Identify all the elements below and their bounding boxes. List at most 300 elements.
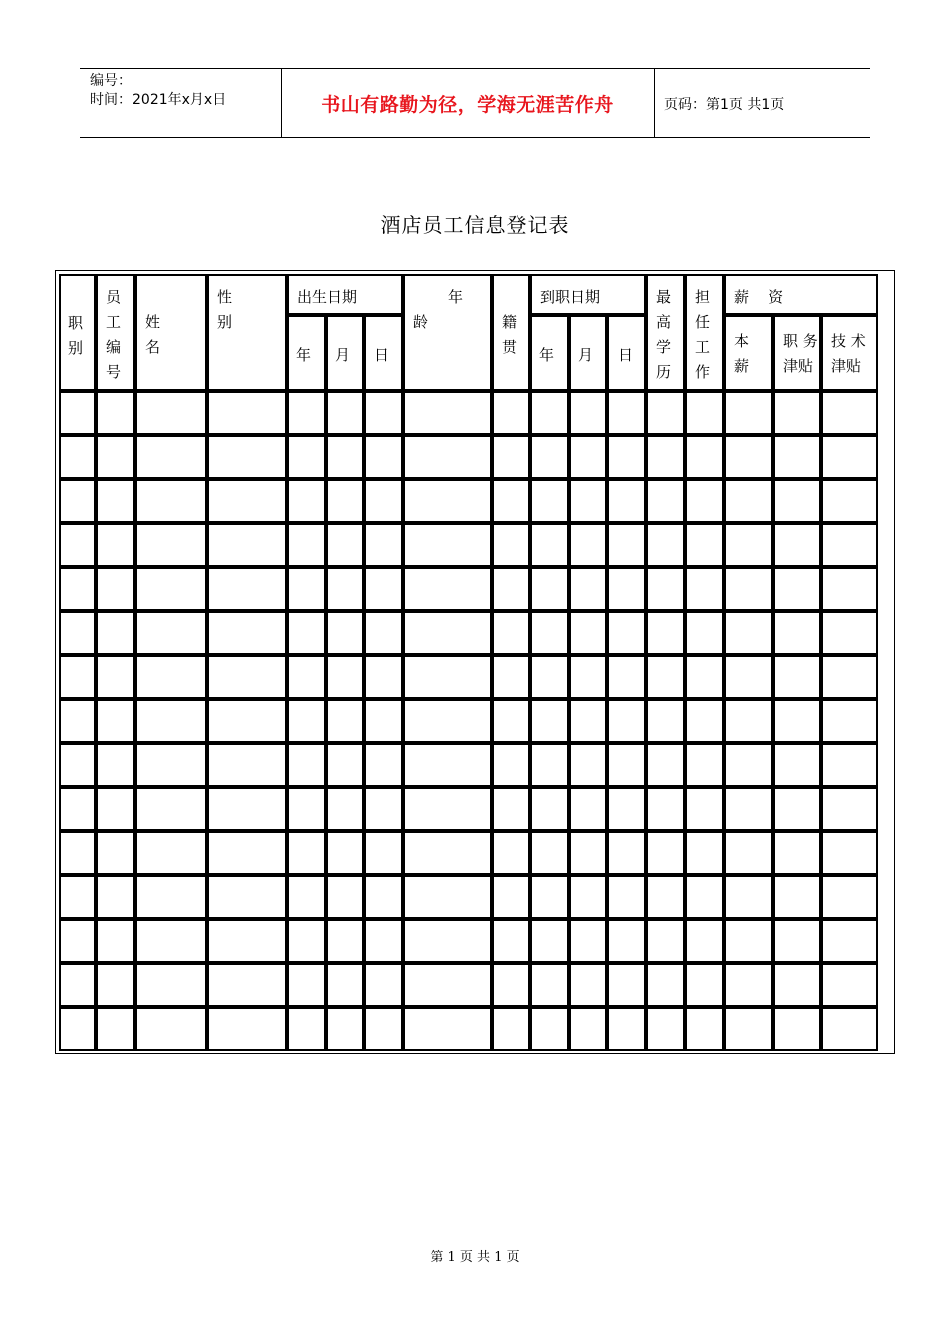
table-cell[interactable] (607, 1007, 646, 1051)
table-cell[interactable] (326, 1007, 364, 1051)
table-cell[interactable] (530, 787, 569, 831)
table-cell[interactable] (821, 699, 878, 743)
header-cell-assigned-work (685, 274, 724, 391)
header-cell-tech-allowance (821, 315, 878, 391)
table-cell[interactable] (403, 743, 492, 787)
header-label-base-salary: 本 薪 (734, 332, 750, 375)
table-cell[interactable] (96, 699, 135, 743)
table-cell[interactable] (685, 875, 724, 919)
table-cell[interactable] (685, 479, 724, 523)
table-cell[interactable] (492, 611, 530, 655)
header-cell-hire-day (607, 315, 646, 391)
table-cell[interactable] (492, 567, 530, 611)
table-cell[interactable] (364, 435, 403, 479)
table-cell[interactable] (821, 611, 878, 655)
table-cell[interactable] (724, 699, 773, 743)
table-cell[interactable] (685, 787, 724, 831)
table-cell[interactable] (59, 567, 96, 611)
table-cell[interactable] (207, 655, 287, 699)
table-cell[interactable] (96, 919, 135, 963)
table-cell[interactable] (403, 611, 492, 655)
table-cell[interactable] (59, 611, 96, 655)
table-cell[interactable] (96, 523, 135, 567)
table-cell[interactable] (403, 1007, 492, 1051)
table-cell[interactable] (96, 435, 135, 479)
table-cell[interactable] (607, 743, 646, 787)
table-cell[interactable] (607, 611, 646, 655)
table-cell[interactable] (326, 435, 364, 479)
table-cell[interactable] (287, 523, 326, 567)
header-cell-position (59, 274, 96, 391)
table-cell[interactable] (403, 875, 492, 919)
table-cell[interactable] (135, 875, 207, 919)
page-number-label: 页码：第1页 共1页 (664, 97, 785, 113)
table-cell[interactable] (207, 787, 287, 831)
table-cell[interactable] (773, 963, 821, 1007)
table-cell[interactable] (287, 435, 326, 479)
table-cell[interactable] (773, 919, 821, 963)
table-cell[interactable] (364, 875, 403, 919)
table-cell[interactable] (569, 435, 607, 479)
table-cell[interactable] (646, 435, 685, 479)
table-cell[interactable] (135, 787, 207, 831)
header-cell-age (403, 274, 492, 391)
table-cell[interactable] (207, 919, 287, 963)
table-cell[interactable] (364, 1007, 403, 1051)
table-cell[interactable] (724, 567, 773, 611)
table-cell[interactable] (326, 655, 364, 699)
table-cell[interactable] (403, 523, 492, 567)
table-cell[interactable] (492, 831, 530, 875)
table-cell[interactable] (287, 787, 326, 831)
table-cell[interactable] (821, 523, 878, 567)
table-cell[interactable] (135, 391, 207, 435)
table-cell[interactable] (364, 523, 403, 567)
table-cell[interactable] (569, 523, 607, 567)
table-cell[interactable] (646, 919, 685, 963)
table-cell[interactable] (821, 743, 878, 787)
header-label-age: 年 龄 (413, 288, 464, 331)
table-cell[interactable] (569, 567, 607, 611)
table-cell[interactable] (685, 831, 724, 875)
table-cell[interactable] (685, 699, 724, 743)
table-cell[interactable] (773, 1007, 821, 1051)
header-cell-hire-year (530, 315, 569, 391)
table-cell[interactable] (207, 567, 287, 611)
table-cell[interactable] (364, 611, 403, 655)
table-cell[interactable] (135, 479, 207, 523)
table-cell[interactable] (646, 875, 685, 919)
page-footer: 第 1 页 共 1 页 (430, 1250, 520, 1265)
table-cell[interactable] (607, 787, 646, 831)
header-label-name: 姓 名 (145, 313, 161, 356)
table-cell[interactable] (569, 391, 607, 435)
table-cell[interactable] (607, 567, 646, 611)
table-cell[interactable] (569, 787, 607, 831)
table-cell[interactable] (773, 831, 821, 875)
table-cell[interactable] (773, 391, 821, 435)
header-label-gender: 性 别 (217, 288, 233, 331)
table-cell[interactable] (530, 567, 569, 611)
header-cell-birth-year (287, 315, 326, 391)
header-cell-birth-date (287, 274, 403, 315)
table-cell[interactable] (492, 435, 530, 479)
table-cell[interactable] (492, 655, 530, 699)
table-cell[interactable] (59, 699, 96, 743)
table-cell[interactable] (135, 435, 207, 479)
table-cell[interactable] (530, 743, 569, 787)
table-cell[interactable] (59, 743, 96, 787)
table-cell[interactable] (821, 875, 878, 919)
table-cell[interactable] (646, 743, 685, 787)
header-label-birth-year: 年 (296, 346, 312, 364)
table-cell[interactable] (607, 831, 646, 875)
table-cell[interactable] (773, 567, 821, 611)
table-cell[interactable] (403, 831, 492, 875)
header-label-hire-year: 年 (539, 346, 555, 364)
table-cell[interactable] (569, 655, 607, 699)
table-cell[interactable] (326, 743, 364, 787)
table-cell[interactable] (646, 963, 685, 1007)
header-cell-birth-day (364, 315, 403, 391)
header-label-position: 职 别 (68, 314, 84, 357)
table-cell[interactable] (821, 919, 878, 963)
table-cell[interactable] (207, 875, 287, 919)
table-cell[interactable] (364, 391, 403, 435)
table-cell[interactable] (96, 831, 135, 875)
table-cell[interactable] (685, 391, 724, 435)
table-cell[interactable] (724, 875, 773, 919)
header-label-education: 最 高 学 历 (656, 288, 672, 381)
header-cell-birth-month (326, 315, 364, 391)
table-cell[interactable] (135, 699, 207, 743)
table-cell[interactable] (59, 831, 96, 875)
table-cell[interactable] (135, 963, 207, 1007)
header-label-assigned-work: 担 任 工 作 (695, 288, 711, 381)
table-cell[interactable] (569, 963, 607, 1007)
table-cell[interactable] (287, 875, 326, 919)
table-cell[interactable] (821, 655, 878, 699)
table-cell[interactable] (364, 567, 403, 611)
table-cell[interactable] (207, 611, 287, 655)
table-cell[interactable] (135, 655, 207, 699)
table-cell[interactable] (773, 611, 821, 655)
table-cell[interactable] (135, 831, 207, 875)
table-cell[interactable] (607, 963, 646, 1007)
table-cell[interactable] (326, 567, 364, 611)
table-cell[interactable] (724, 831, 773, 875)
form-title: 酒店员工信息登记表 (380, 213, 570, 237)
table-cell[interactable] (364, 743, 403, 787)
table-cell[interactable] (685, 743, 724, 787)
table-cell[interactable] (646, 787, 685, 831)
table-cell[interactable] (287, 479, 326, 523)
table-cell[interactable] (685, 523, 724, 567)
table-cell[interactable] (569, 743, 607, 787)
table-cell[interactable] (207, 1007, 287, 1051)
table-cell[interactable] (492, 1007, 530, 1051)
table-cell[interactable] (569, 831, 607, 875)
table-cell[interactable] (530, 699, 569, 743)
table-cell[interactable] (607, 875, 646, 919)
table-cell[interactable] (646, 1007, 685, 1051)
table-cell[interactable] (685, 963, 724, 1007)
table-cell[interactable] (59, 523, 96, 567)
table-cell[interactable] (287, 655, 326, 699)
table-cell[interactable] (326, 831, 364, 875)
table-cell[interactable] (821, 831, 878, 875)
table-cell[interactable] (207, 523, 287, 567)
table-cell[interactable] (287, 743, 326, 787)
table-cell[interactable] (530, 479, 569, 523)
table-cell[interactable] (821, 435, 878, 479)
table-cell[interactable] (530, 831, 569, 875)
table-cell[interactable] (59, 875, 96, 919)
table-cell[interactable] (773, 787, 821, 831)
table-cell[interactable] (492, 479, 530, 523)
table-cell[interactable] (821, 391, 878, 435)
table-cell[interactable] (646, 567, 685, 611)
header-cell-hire-month (569, 315, 607, 391)
table-cell[interactable] (773, 699, 821, 743)
table-cell[interactable] (59, 435, 96, 479)
table-cell[interactable] (59, 1007, 96, 1051)
table-cell[interactable] (530, 655, 569, 699)
table-cell[interactable] (207, 699, 287, 743)
table-cell[interactable] (492, 963, 530, 1007)
table-cell[interactable] (96, 567, 135, 611)
table-cell[interactable] (403, 391, 492, 435)
table-cell[interactable] (287, 831, 326, 875)
header-label-birth-day: 日 (374, 346, 390, 364)
table-cell[interactable] (135, 743, 207, 787)
table-cell[interactable] (569, 875, 607, 919)
table-cell[interactable] (287, 919, 326, 963)
table-cell[interactable] (724, 523, 773, 567)
table-cell[interactable] (59, 391, 96, 435)
table-cell[interactable] (569, 611, 607, 655)
table-cell[interactable] (530, 919, 569, 963)
table-cell[interactable] (530, 523, 569, 567)
table-cell[interactable] (821, 963, 878, 1007)
table-cell[interactable] (364, 787, 403, 831)
header-cell-education (646, 274, 685, 391)
header-label-hire-day: 日 (618, 346, 634, 364)
header-label-duty-allowance: 职 务 津贴 (783, 332, 818, 375)
table-cell[interactable] (403, 435, 492, 479)
table-cell[interactable] (646, 831, 685, 875)
table-cell[interactable] (96, 963, 135, 1007)
table-cell[interactable] (96, 787, 135, 831)
table-cell[interactable] (287, 391, 326, 435)
table-cell[interactable] (326, 787, 364, 831)
table-cell[interactable] (364, 699, 403, 743)
table-cell[interactable] (135, 919, 207, 963)
table-cell[interactable] (530, 1007, 569, 1051)
table-cell[interactable] (403, 787, 492, 831)
table-cell[interactable] (773, 435, 821, 479)
table-cell[interactable] (287, 567, 326, 611)
table-cell[interactable] (773, 743, 821, 787)
header-cell-name (135, 274, 207, 391)
table-cell[interactable] (646, 699, 685, 743)
table-cell[interactable] (492, 523, 530, 567)
table-cell[interactable] (207, 831, 287, 875)
table-cell[interactable] (724, 963, 773, 1007)
table-cell[interactable] (403, 655, 492, 699)
table-cell[interactable] (607, 919, 646, 963)
table-cell[interactable] (685, 1007, 724, 1051)
table-cell[interactable] (646, 523, 685, 567)
table-cell[interactable] (724, 1007, 773, 1051)
table-cell[interactable] (530, 391, 569, 435)
table-cell[interactable] (773, 479, 821, 523)
table-cell[interactable] (59, 655, 96, 699)
table-cell[interactable] (96, 743, 135, 787)
table-cell[interactable] (724, 743, 773, 787)
header-label-salary: 薪 资 (734, 288, 784, 306)
table-cell[interactable] (59, 919, 96, 963)
table-cell[interactable] (59, 787, 96, 831)
table-cell[interactable] (135, 567, 207, 611)
table-cell[interactable] (821, 567, 878, 611)
table-cell[interactable] (569, 919, 607, 963)
table-cell[interactable] (326, 875, 364, 919)
table-cell[interactable] (207, 391, 287, 435)
table-cell[interactable] (530, 875, 569, 919)
table-cell[interactable] (724, 787, 773, 831)
header-cell-employee-no (96, 274, 135, 391)
table-cell[interactable] (492, 743, 530, 787)
header-cell-salary (724, 274, 878, 315)
header-cell-hire-date (530, 274, 646, 315)
table-cell[interactable] (364, 655, 403, 699)
employee-registration-table (55, 270, 895, 1054)
table-cell[interactable] (607, 655, 646, 699)
header-divider (654, 69, 655, 137)
table-cell[interactable] (724, 919, 773, 963)
table-cell[interactable] (326, 919, 364, 963)
table-cell[interactable] (96, 875, 135, 919)
table-cell[interactable] (326, 523, 364, 567)
header-cell-gender (207, 274, 287, 391)
table-cell[interactable] (59, 479, 96, 523)
table-cell[interactable] (607, 479, 646, 523)
header-meta (90, 72, 226, 110)
table-cell[interactable] (685, 655, 724, 699)
header-cell-native-place (492, 274, 530, 391)
table-cell[interactable] (492, 875, 530, 919)
table-cell[interactable] (646, 611, 685, 655)
table-cell[interactable] (287, 611, 326, 655)
table-cell[interactable] (569, 1007, 607, 1051)
table-cell[interactable] (207, 743, 287, 787)
table-cell[interactable] (403, 567, 492, 611)
table-cell[interactable] (773, 523, 821, 567)
table-cell[interactable] (364, 963, 403, 1007)
table-cell[interactable] (821, 479, 878, 523)
table-cell[interactable] (96, 655, 135, 699)
table-cell[interactable] (96, 611, 135, 655)
table-cell[interactable] (135, 611, 207, 655)
table-cell[interactable] (403, 479, 492, 523)
table-cell[interactable] (646, 391, 685, 435)
table-cell[interactable] (364, 479, 403, 523)
table-cell[interactable] (607, 523, 646, 567)
table-cell[interactable] (821, 787, 878, 831)
table-cell[interactable] (96, 1007, 135, 1051)
table-cell[interactable] (326, 699, 364, 743)
header-label-hire-date: 到职日期 (540, 288, 601, 306)
table-cell[interactable] (326, 479, 364, 523)
table-cell[interactable] (207, 479, 287, 523)
table-cell[interactable] (403, 699, 492, 743)
table-cell[interactable] (492, 919, 530, 963)
table-cell[interactable] (492, 699, 530, 743)
time-label: 时间：2021年x月x日 (90, 92, 227, 108)
table-cell[interactable] (607, 435, 646, 479)
table-cell[interactable] (724, 391, 773, 435)
table-cell[interactable] (724, 611, 773, 655)
table-cell[interactable] (646, 479, 685, 523)
table-cell[interactable] (364, 831, 403, 875)
table-cell[interactable] (685, 567, 724, 611)
table-cell[interactable] (96, 391, 135, 435)
table-cell[interactable] (207, 435, 287, 479)
table-cell[interactable] (530, 963, 569, 1007)
table-cell[interactable] (96, 479, 135, 523)
header-label-employee-no: 员 工 编 号 (106, 288, 122, 381)
table-cell[interactable] (569, 479, 607, 523)
table-cell[interactable] (492, 391, 530, 435)
header-cell-base-salary (724, 315, 773, 391)
table-cell[interactable] (364, 919, 403, 963)
table-cell[interactable] (135, 523, 207, 567)
table-cell[interactable] (492, 787, 530, 831)
header-cell-duty-allowance (773, 315, 821, 391)
header-label-birth-month: 月 (335, 346, 351, 364)
table-cell[interactable] (59, 963, 96, 1007)
table-cell[interactable] (607, 699, 646, 743)
table-cell[interactable] (287, 963, 326, 1007)
table-cell[interactable] (821, 1007, 878, 1051)
table-cell[interactable] (724, 655, 773, 699)
table-cell[interactable] (724, 435, 773, 479)
header-label-hire-month: 月 (578, 346, 594, 364)
table-cell[interactable] (646, 655, 685, 699)
table-cell[interactable] (287, 699, 326, 743)
table-cell[interactable] (530, 435, 569, 479)
table-cell[interactable] (530, 611, 569, 655)
table-cell[interactable] (207, 963, 287, 1007)
table-cell[interactable] (135, 1007, 207, 1051)
table-cell[interactable] (326, 611, 364, 655)
table-cell[interactable] (287, 1007, 326, 1051)
table-cell[interactable] (403, 919, 492, 963)
table-cell[interactable] (685, 435, 724, 479)
header-label-birth-date: 出生日期 (297, 288, 358, 306)
table-cell[interactable] (326, 963, 364, 1007)
table-cell[interactable] (773, 875, 821, 919)
table-cell[interactable] (569, 699, 607, 743)
table-cell[interactable] (685, 919, 724, 963)
table-cell[interactable] (326, 391, 364, 435)
table-cell[interactable] (403, 963, 492, 1007)
table-cell[interactable] (724, 479, 773, 523)
table-cell[interactable] (607, 391, 646, 435)
table-cell[interactable] (773, 655, 821, 699)
table-cell[interactable] (685, 611, 724, 655)
